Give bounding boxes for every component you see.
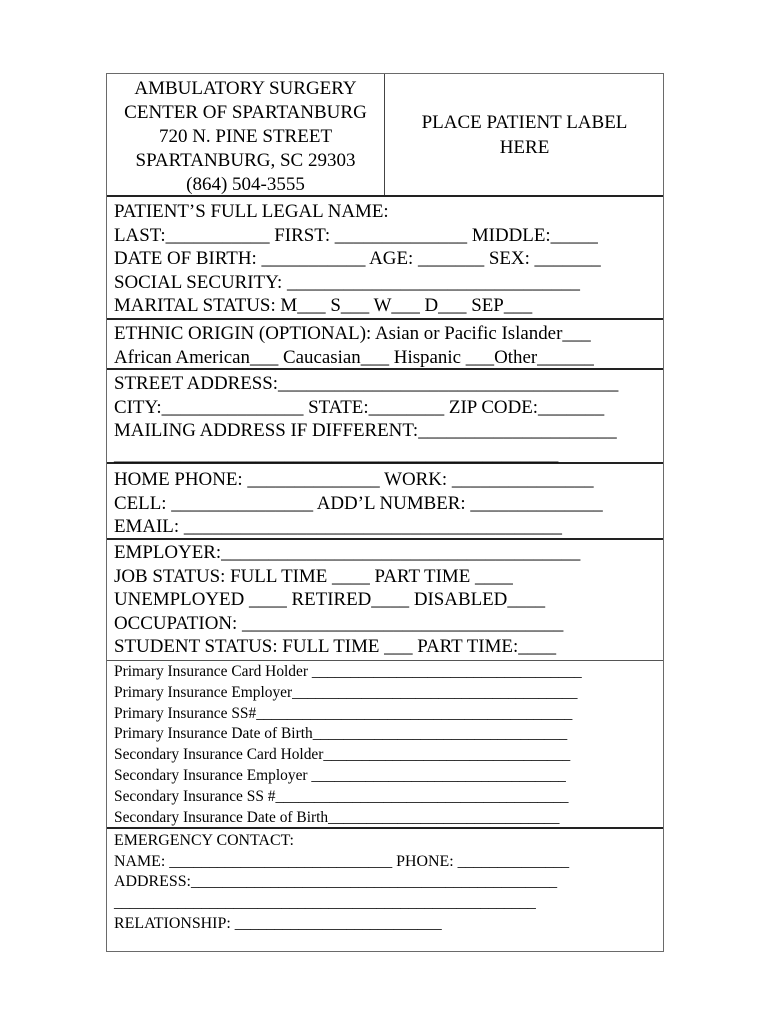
center-name-line-2: CENTER OF SPARTANBURG (124, 102, 367, 123)
relationship-field[interactable]: RELATIONSHIP: __________________________ (114, 914, 442, 932)
patient-label-box (386, 74, 663, 195)
center-address-block (107, 74, 385, 195)
dob-age-sex-fields[interactable]: DATE OF BIRTH: ___________ AGE: _______ SEX: _______ (114, 248, 601, 269)
label-box-line-1: PLACE PATIENT LABEL (421, 111, 628, 133)
address-section (107, 371, 663, 464)
secondary-dob-field[interactable]: Secondary Insurance Date of Birth______________________________ (114, 808, 560, 826)
email-field[interactable]: EMAIL: ________________________________________ (114, 516, 562, 537)
center-city: SPARTANBURG, SC 29303 (135, 150, 356, 171)
registration-form (106, 73, 664, 952)
primary-ss-field[interactable]: Primary Insurance SS#_________________________________________ (114, 704, 573, 722)
mailing-address-continued[interactable]: _______________________________________________ (114, 443, 559, 465)
job-status-field[interactable]: JOB STATUS: FULL TIME ____ PART TIME ____ (114, 565, 513, 587)
center-phone: (864) 504-3555 (186, 174, 305, 195)
emergency-contact-heading: EMERGENCY CONTACT: (114, 832, 294, 849)
home-work-phone-field[interactable]: HOME PHONE: ______________ WORK: _______________ (114, 469, 594, 490)
employment-section (107, 541, 663, 661)
center-street: 720 N. PINE STREET (158, 126, 333, 147)
insurance-section (107, 662, 663, 829)
full-legal-name-heading: PATIENT’S FULL LEGAL NAME: (114, 201, 389, 222)
marital-status-field[interactable]: MARITAL STATUS: M___ S___ W___ D___ SEP___ (114, 295, 533, 316)
job-status-other-field[interactable]: UNEMPLOYED ____ RETIRED____ DISABLED____ (114, 589, 546, 610)
ethnic-origin-line-1[interactable]: ETHNIC ORIGIN (OPTIONAL): Asian or Pacific Islander___ (114, 323, 591, 344)
label-box-line-2: HERE (499, 136, 550, 158)
ethnic-origin-line-2[interactable]: African American___ Caucasian___ Hispanic ___Other______ (114, 346, 594, 368)
primary-card-holder-field[interactable]: Primary Insurance Card Holder ___________________________________ (114, 663, 582, 680)
emergency-contact-section (107, 831, 663, 951)
mailing-address-field[interactable]: MAILING ADDRESS IF DIFFERENT:_____________________ (114, 420, 617, 441)
employer-field[interactable]: EMPLOYER:______________________________________ (114, 542, 581, 563)
occupation-field[interactable]: OCCUPATION: __________________________________ (114, 612, 564, 634)
primary-employer-field[interactable]: Primary Insurance Employer_____________________________________ (114, 683, 578, 701)
center-name-line-1: AMBULATORY SURGERY (134, 78, 357, 99)
patient-info-section (107, 197, 663, 320)
cell-additional-number-field[interactable]: CELL: _______________ ADD’L NUMBER: ______________ (114, 492, 603, 514)
emergency-address-field[interactable]: ADDRESS:______________________________________________ (114, 873, 558, 891)
city-state-zip-field[interactable]: CITY:_______________ STATE:________ ZIP CODE:_______ (114, 396, 605, 418)
secondary-card-holder-field[interactable]: Secondary Insurance Card Holder________________________________ (114, 746, 571, 764)
secondary-employer-field[interactable]: Secondary Insurance Employer _________________________________ (114, 766, 566, 784)
secondary-ss-field[interactable]: Secondary Insurance SS #______________________________________ (114, 787, 569, 805)
emergency-name-phone-field[interactable]: NAME: ____________________________ PHONE: ______________ (114, 852, 570, 870)
name-fields[interactable]: LAST:___________ FIRST: ______________ MIDDLE:_____ (114, 224, 598, 246)
student-status-field[interactable]: STUDENT STATUS: FULL TIME ___ PART TIME:____ (114, 636, 557, 657)
phone-section (107, 465, 663, 540)
primary-dob-field[interactable]: Primary Insurance Date of Birth_________________________________ (114, 725, 568, 743)
ethnic-origin-section (107, 321, 663, 370)
social-security-field[interactable]: SOCIAL SECURITY: _______________________________ (114, 271, 581, 293)
street-address-field[interactable]: STREET ADDRESS:____________________________________ (114, 373, 619, 394)
form-header (107, 74, 663, 197)
emergency-address-continued[interactable]: _____________________________________________________ (114, 894, 536, 912)
